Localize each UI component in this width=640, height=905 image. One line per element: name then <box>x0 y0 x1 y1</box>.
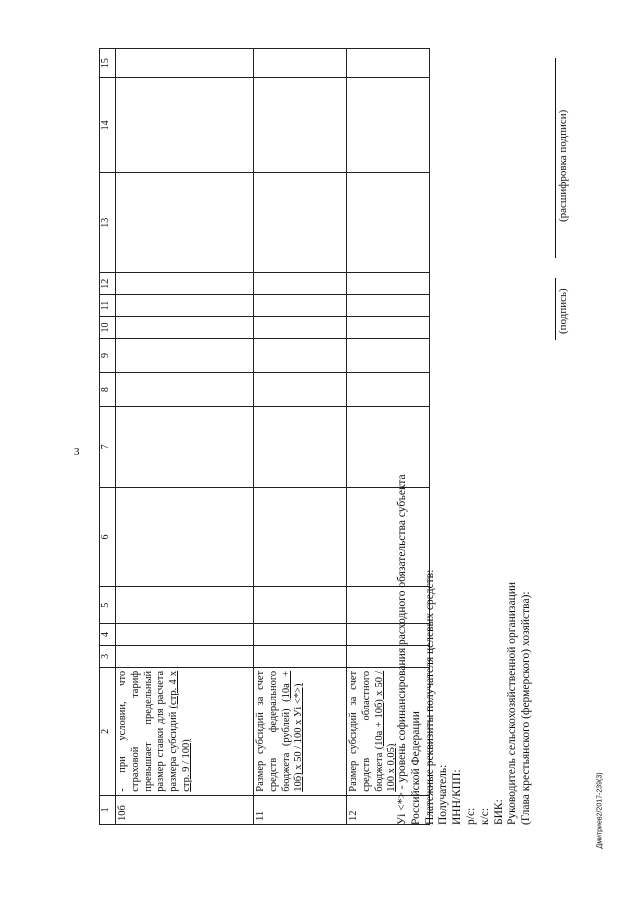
col-header: 1 <box>100 795 116 824</box>
col-header: 2 <box>100 667 116 795</box>
column-number-row <box>100 49 116 825</box>
head-label: Руководитель сельскохозяйственной организации <box>506 581 519 825</box>
requisites-heading: Платежные реквизиты получателя целевых средств: <box>423 569 436 825</box>
row-number: 10б <box>116 795 254 824</box>
col-header: 4 <box>100 624 116 646</box>
inn-label: ИНН/КПП: <box>451 769 464 825</box>
rs-label: р/с: <box>464 807 477 825</box>
col-header: 9 <box>100 338 116 372</box>
ks-label: к/с: <box>478 807 491 825</box>
col-header: 3 <box>100 645 116 667</box>
table-row <box>254 49 347 825</box>
col-header: 10 <box>100 317 116 339</box>
footnote-line: Российской Федерации <box>409 711 422 825</box>
subsidy-table <box>99 48 430 825</box>
head-label: (Глава крестьянского (фермерского) хозяйства): <box>520 591 533 825</box>
row-number: 12 <box>347 795 430 824</box>
row-desc-text: Размер субсидий за счет средств областного бюджета <box>348 670 385 792</box>
signature-caption: (подпись) <box>557 288 569 334</box>
decoding-line <box>555 58 556 258</box>
row-number: 11 <box>254 795 347 824</box>
signature-line <box>555 278 556 340</box>
row-description <box>116 667 254 795</box>
col-header: 12 <box>100 273 116 295</box>
col-header: 7 <box>100 407 116 487</box>
row-formula: (10а + 10б) х 50 / 100 х 0,05) <box>373 670 398 792</box>
row-description <box>254 667 347 795</box>
decoding-caption: (расшифровка подписи) <box>557 109 569 222</box>
footnote-line: Уi <*> - уровень софинансирования расходного обязательства субъекта <box>396 474 408 825</box>
col-header: 15 <box>100 49 116 78</box>
footer-code-text: Дмитриев2/2017-239(3) <box>596 772 604 849</box>
recipient-label: Получатель: <box>437 764 450 825</box>
notes-block <box>396 185 534 825</box>
row-desc-text: - при условии, что страховой тариф превышает предельный размер ставки для расчета размера субсидий <box>117 670 180 792</box>
col-header: 14 <box>100 78 116 173</box>
rotated-content <box>86 40 606 860</box>
page-number: 3 <box>74 446 80 458</box>
bik-label: БИК: <box>492 799 505 825</box>
row-formula: (стр. 4 х стр. 9 / 100) <box>168 670 192 792</box>
col-header: 5 <box>100 587 116 624</box>
col-header: 8 <box>100 373 116 407</box>
row-desc-text: Размер субсидий за счет средств федерального бюджета (рублей) <box>255 670 292 792</box>
col-header: 13 <box>100 173 116 273</box>
col-header: 6 <box>100 487 116 587</box>
table-row <box>116 49 254 825</box>
col-header: 11 <box>100 295 116 317</box>
row-formula: (10а + 10б) х 50 / 100 х Уi <*>) <box>280 670 305 792</box>
